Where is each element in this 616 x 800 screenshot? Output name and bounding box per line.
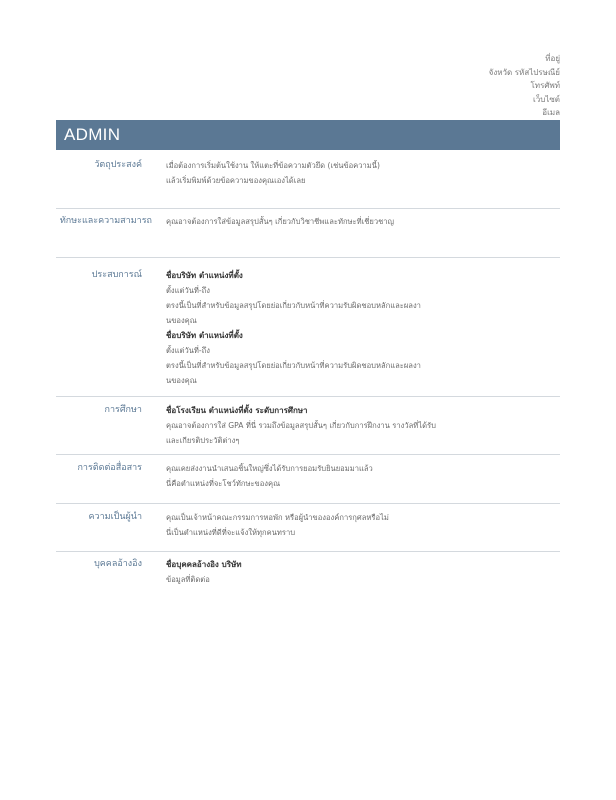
objective-line: แล้วเริ่มพิมพ์ด้วยข้อความของคุณเองได้เลย xyxy=(166,176,306,185)
section-education xyxy=(56,397,560,455)
website: เว็บไซต์ xyxy=(533,94,560,104)
section-communication xyxy=(56,455,560,504)
section-label: การติดต่อสื่อสาร xyxy=(77,463,142,473)
job-dates: ตั้งแต่วันที่-ถึง xyxy=(166,286,210,295)
section-content xyxy=(166,461,560,503)
section-label: การศึกษา xyxy=(104,405,142,415)
resume-sections xyxy=(56,150,560,601)
city-zip: จังหวัด รหัสไปรษณีย์ xyxy=(488,67,560,77)
job-description: นของคุณ xyxy=(166,316,197,325)
applicant-name: ADMIN xyxy=(64,125,121,144)
address: ที่อยู่ xyxy=(545,54,560,63)
section-experience xyxy=(56,258,560,397)
school-title: ชื่อโรงเรียน ตำแหน่งที่ตั้ง ระดับการศึกษา xyxy=(166,406,308,415)
reference-contact: ข้อมูลที่ติดต่อ xyxy=(166,575,210,584)
section-label: วัตถุประสงค์ xyxy=(94,160,142,170)
job-description: ตรงนี้เป็นที่สำหรับข้อมูลสรุปโดยย่อเกี่ยวกับหน้าที่ความรับผิดชอบหลักและผลงา xyxy=(166,361,421,370)
leadership-line: คุณเป็นเจ้าหน้าคณะกรรมการหอพัก หรือผู้นำขององค์การกุศลหรือไม่ xyxy=(166,513,389,522)
section-content xyxy=(166,158,560,208)
reference-title: ชื่อบุคคลอ้างอิง บริษัท xyxy=(166,560,242,569)
email: อีเมล xyxy=(542,108,560,117)
leadership-line: นี่เป็นตำแหน่งที่ดีที่จะแจ้งให้ทุกคนทราบ xyxy=(166,528,296,537)
section-label: ประสบการณ์ xyxy=(91,270,142,280)
name-banner xyxy=(56,120,560,150)
section-references xyxy=(56,552,560,601)
job-title: ชื่อบริษัท ตำแหน่งที่ตั้ง xyxy=(166,331,243,340)
section-leadership xyxy=(56,504,560,552)
job-dates: ตั้งแต่วันที่-ถึง xyxy=(166,346,210,355)
section-content xyxy=(166,403,560,454)
section-content xyxy=(166,214,560,257)
section-content xyxy=(166,510,560,551)
contact-info xyxy=(489,52,560,120)
section-skills xyxy=(56,209,560,258)
phone: โทรศัพท์ xyxy=(530,81,560,90)
section-label xyxy=(56,214,166,257)
section-objective xyxy=(56,150,560,209)
education-line: และเกียรติประวัติต่างๆ xyxy=(166,436,240,445)
communication-line: นี่คือตำแหน่งที่จะโชว์ทักษะของคุณ xyxy=(166,479,281,488)
skills-line: คุณอาจต้องการใส่ข้อมูลสรุปสั้นๆ เกี่ยวกับวิชาชีพและทักษะที่เชี่ยวชาญ xyxy=(166,217,394,226)
job-title: ชื่อบริษัท ตำแหน่งที่ตั้ง xyxy=(166,271,243,280)
job-description: ตรงนี้เป็นที่สำหรับข้อมูลสรุปโดยย่อเกี่ยวกับหน้าที่ความรับผิดชอบหลักและผลงา xyxy=(166,301,421,310)
section-content xyxy=(166,557,560,601)
education-line: คุณอาจต้องการใส่ GPA ที่นี่ รวมถึงข้อมูลสรุปสั้นๆ เกี่ยวกับการฝึกงาน รางวัลที่ได้รับ xyxy=(166,421,436,430)
section-label: บุคคลอ้างอิง xyxy=(94,559,142,569)
job-description: นของคุณ xyxy=(166,376,197,385)
skills-label-text: ทักษะและความสามารถ xyxy=(59,216,152,226)
section-content xyxy=(166,268,560,396)
communication-line: คุณเคยส่งงานนำเสนอชิ้นใหญ่ซึ่งได้รับการยอมรับยินยอมมาแล้ว xyxy=(166,464,373,473)
objective-line: เมื่อต้องการเริ่มต้นใช้งาน ให้แตะที่ข้อความตัวยึด (เช่นข้อความนี้) xyxy=(166,161,380,170)
section-label: ความเป็นผู้นำ xyxy=(88,512,142,522)
